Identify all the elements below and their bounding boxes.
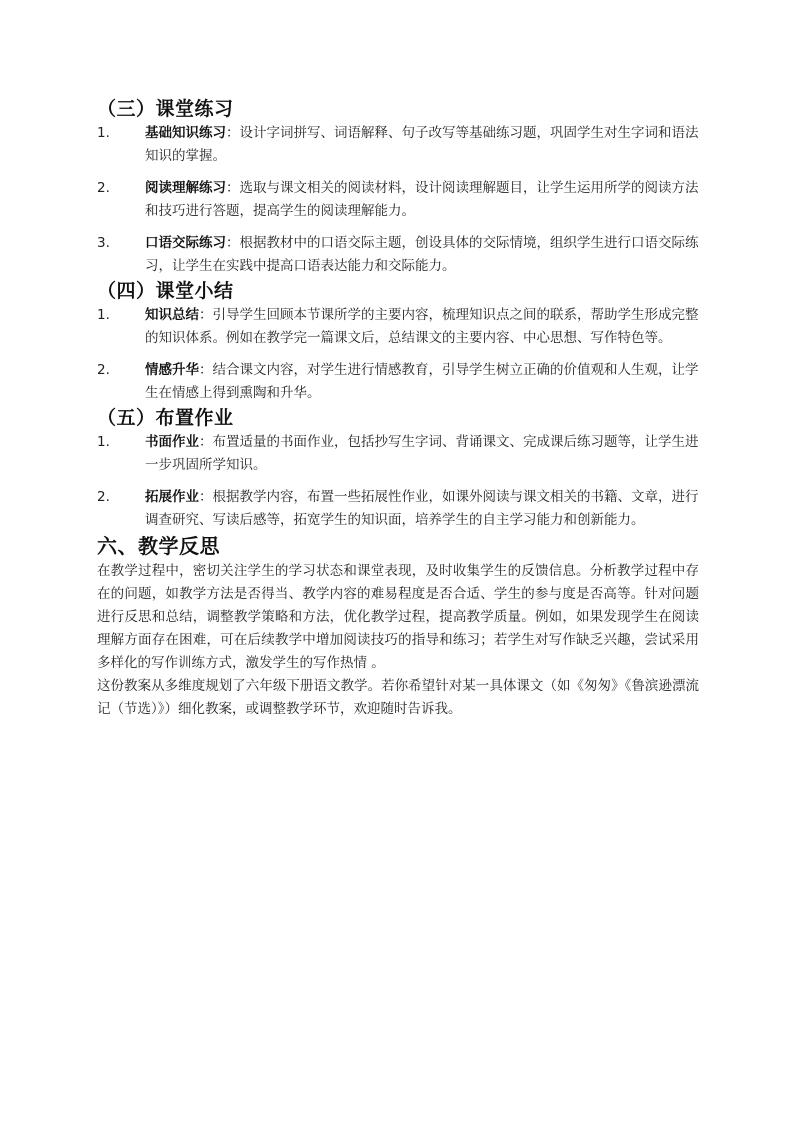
section-heading-teaching-reflection: 六、教学反思	[97, 534, 220, 558]
closing-paragraph: 这份教案从多维度规划了六年级下册语文教学。若你希望针对某一具体课文（如《匆匆》《鲁滨逊漂流记（节选）》）细化教案，或调整教学环节，欢迎随时告诉我。	[97, 678, 699, 717]
item-term: 阅读理解练习	[145, 180, 226, 196]
item-text: 引导学生回顾本节课所学的主要内容，梳理知识点之间的联系，帮助学生形成完整的知识体系。例如在教学完一篇课文后，总结课文的主要内容、中心思想、写作特色等。	[145, 307, 699, 346]
list-item	[97, 431, 699, 477]
item-text: 设计字词拼写、词语解释、句子改写等基础练习题，巩固学生对生字词和语法知识的掌握。	[145, 125, 699, 164]
classroom-practice-list	[97, 122, 699, 278]
list-number: 2.	[97, 489, 110, 505]
reflection-paragraph: 在教学过程中，密切关注学生的学习状态和课堂表现，及时收集学生的反馈信息。分析教学过程中存在的问题，如教学方法是否得当、教学内容的难易程度是否合适、学生的参与度是否高等。针对问题进行反思和总结，调整教学策略和方法，优化教学过程，提高教学质量。例如，如果发现学生在阅读理解方面存在困难，可在后续教学中增加阅读技巧的指导和练习；若学生对写作缺乏兴趣，尝试采用多样化的写作训练方式，激发学生的写作热情 。	[97, 563, 699, 671]
section-heading-class-summary: （四）课堂小结	[97, 280, 234, 302]
list-item	[97, 304, 699, 350]
item-term: 口语交际练习	[145, 235, 226, 251]
item-term: 知识总结	[145, 307, 199, 323]
item-text: 结合课文内容，对学生进行情感教育，引导学生树立正确的价值观和人生观，让学生在情感上得到熏陶和升华。	[145, 362, 699, 401]
list-number: 1.	[97, 125, 110, 141]
item-separator: ：	[226, 180, 240, 196]
list-item	[97, 122, 699, 168]
item-separator: ：	[199, 307, 213, 323]
item-separator: ：	[199, 434, 213, 450]
list-number: 2.	[97, 180, 110, 196]
list-number: 1.	[97, 307, 110, 323]
list-item	[97, 177, 699, 223]
section-heading-homework: （五）布置作业	[97, 407, 234, 429]
item-term: 书面作业	[145, 434, 199, 450]
list-item	[97, 232, 699, 278]
list-item	[97, 486, 699, 532]
list-item	[97, 359, 699, 405]
item-term: 基础知识练习	[145, 125, 226, 141]
list-number: 3.	[97, 235, 110, 251]
item-text: 布置适量的书面作业，包括抄写生字词、背诵课文、完成课后练习题等，让学生进一步巩固所学知识。	[145, 434, 699, 473]
item-separator: ：	[199, 362, 213, 378]
class-summary-list	[97, 304, 699, 405]
homework-list	[97, 431, 699, 532]
item-term: 情感升华	[145, 362, 199, 378]
item-text: 选取与课文相关的阅读材料，设计阅读理解题目，让学生运用所学的阅读方法和技巧进行答题，提高学生的阅读理解能力。	[145, 180, 699, 219]
item-separator: ：	[226, 235, 240, 251]
item-text: 根据教学内容，布置一些拓展性作业，如课外阅读与课文相关的书籍、文章，进行调查研究、写读后感等，拓宽学生的知识面，培养学生的自主学习能力和创新能力。	[145, 489, 699, 528]
list-number: 1.	[97, 434, 110, 450]
item-term: 拓展作业	[145, 489, 199, 505]
document-content	[97, 96, 699, 721]
item-separator: ：	[226, 125, 240, 141]
list-number: 2.	[97, 362, 110, 378]
section-heading-classroom-practice: （三）课堂练习	[97, 98, 234, 120]
item-text: 根据教材中的口语交际主题，创设具体的交际情境，组织学生进行口语交际练习，让学生在实践中提高口语表达能力和交际能力。	[145, 235, 699, 274]
item-separator: ：	[199, 489, 213, 505]
